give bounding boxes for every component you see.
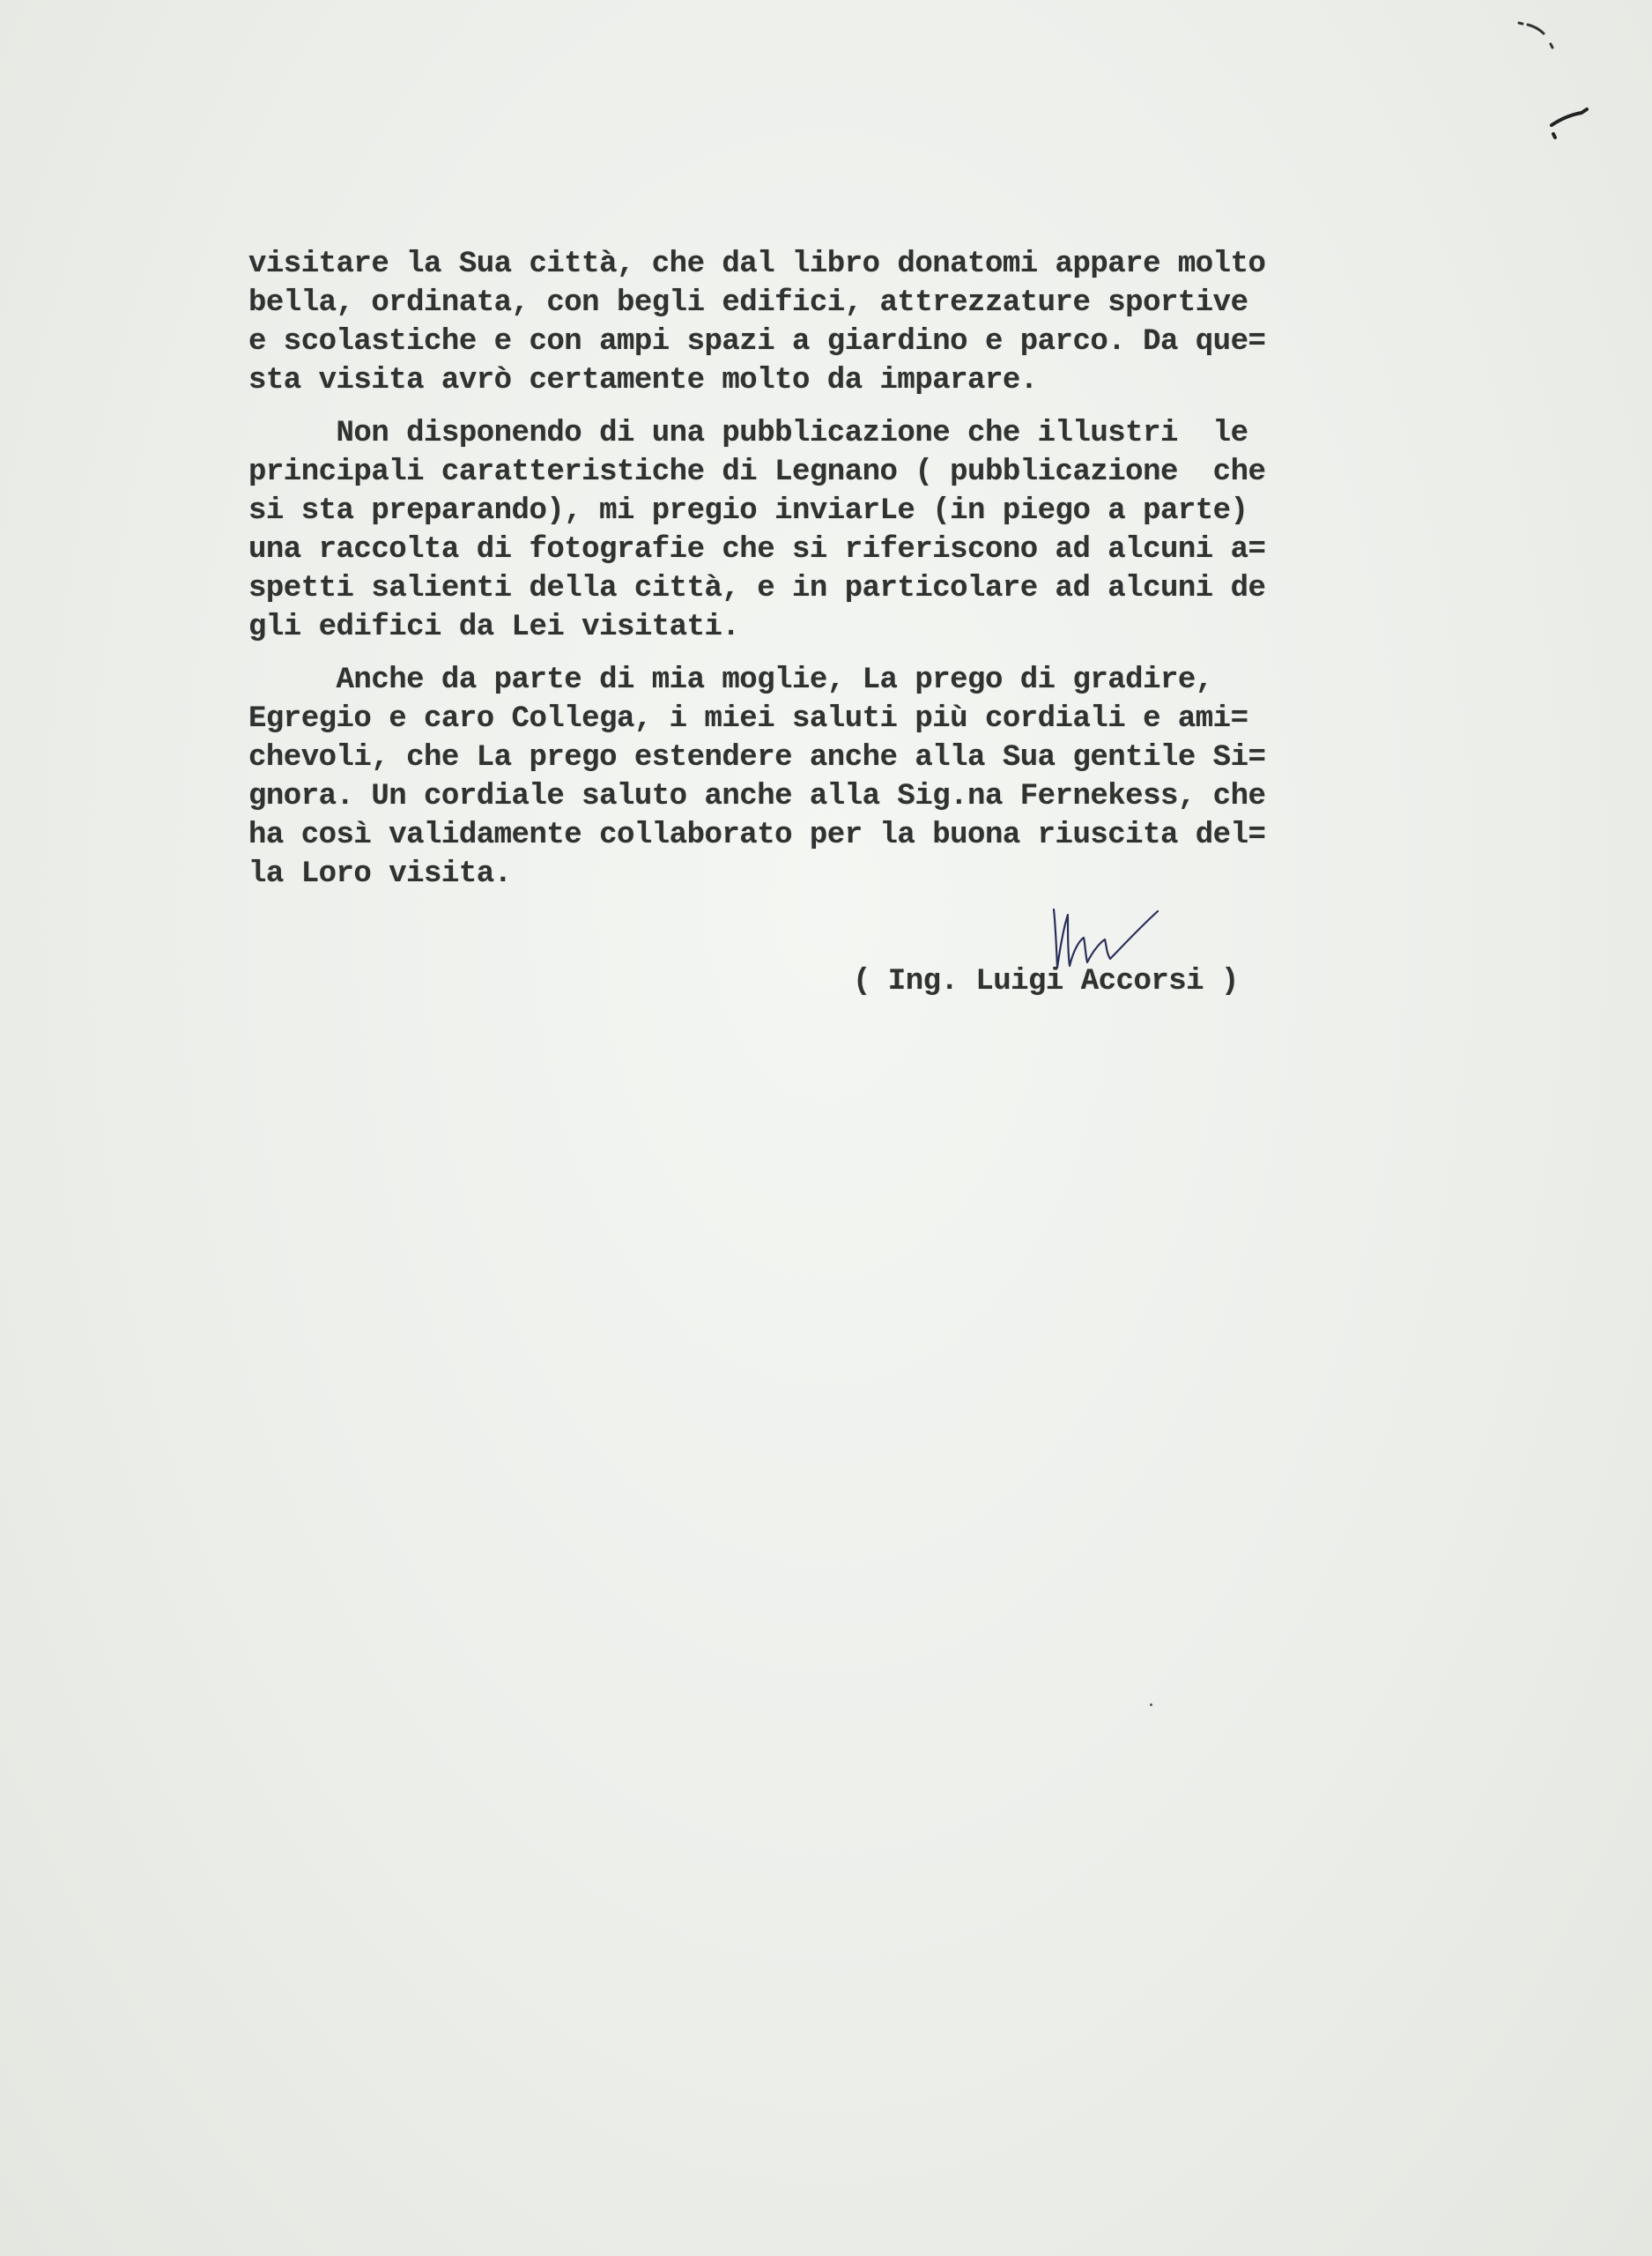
staple-mark-icon xyxy=(1546,99,1599,143)
signer-name: ( Ing. Luigi Accorsi ) xyxy=(853,965,1239,998)
text-line: gnora. Un cordiale saluto anche alla Sig.na Fernekess, che xyxy=(248,780,1266,813)
text-line: principali caratteristiche di Legnano ( pubblicazione che xyxy=(248,456,1266,489)
text-line: Egregio e caro Collega, i miei saluti più cordiali e ami= xyxy=(248,702,1248,736)
paragraph-3 xyxy=(248,661,1394,894)
text-line: gli edifici da Lei visitati. xyxy=(248,611,740,644)
text-line: ha così validamente collaborato per la buona riuscita del= xyxy=(248,819,1266,852)
handwritten-signature xyxy=(1048,908,1225,969)
letter-body xyxy=(248,245,1394,908)
text-line: Anche da parte di mia moglie, La prego di gradire, xyxy=(248,664,1213,697)
corner-mark-icon xyxy=(1515,18,1568,53)
text-line: spetti salienti della città, e in particolare ad alcuni de xyxy=(248,572,1266,605)
text-line: bella, ordinata, con begli edifici, attrezzature sportive xyxy=(248,286,1248,320)
text-line: Non disponendo di una pubblicazione che illustri le xyxy=(248,417,1248,450)
paragraph-1 xyxy=(248,245,1394,400)
text-line: visitare la Sua città, che dal libro donatomi appare molto xyxy=(248,248,1266,281)
text-line: una raccolta di fotografie che si riferiscono ad alcuni a= xyxy=(248,533,1266,567)
text-line: sta visita avrò certamente molto da imparare. xyxy=(248,364,1038,397)
paragraph-2 xyxy=(248,414,1394,647)
text-line: la Loro visita. xyxy=(248,857,512,891)
text-line: si sta preparando), mi pregio inviarLe (in piego a parte) xyxy=(248,494,1248,528)
text-line: e scolastiche e con ampi spazi a giardino e parco. Da que= xyxy=(248,325,1266,359)
text-line: chevoli, che La prego estendere anche alla Sua gentile Si= xyxy=(248,741,1266,775)
paper-speck xyxy=(1150,1703,1152,1706)
signature-icon xyxy=(1048,908,1163,969)
